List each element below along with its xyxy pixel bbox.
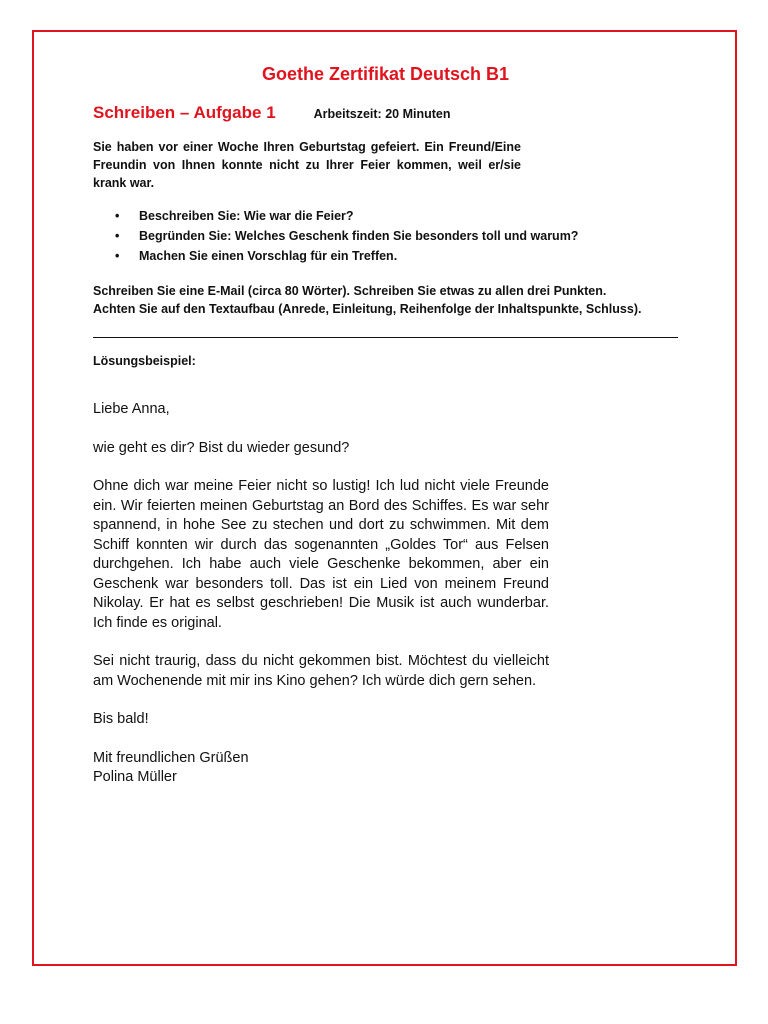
task-bullet-text: Machen Sie einen Vorschlag für ein Treffen. <box>139 249 398 263</box>
letter-paragraph: Sei nicht traurig, dass du nicht gekommen bist. Möchtest du vielleicht am Wochenende mit mir ins Kino gehen? Ich würde dich gern sehen. <box>93 653 549 689</box>
solution-label: Lösungsbeispiel: <box>93 354 196 368</box>
instructions-line: Achten Sie auf den Textaufbau (Anrede, Einleitung, Reihenfolge der Inhaltspunkte, Schluss). <box>93 302 642 316</box>
task-bullet-item <box>93 226 678 246</box>
bullet-dot-icon: • <box>115 209 120 223</box>
bullet-dot-icon: • <box>115 249 120 263</box>
time-limit-label: Arbeitszeit: 20 Minuten <box>313 107 451 121</box>
task-bullet-text: Beschreiben Sie: Wie war die Feier? <box>139 209 354 223</box>
letter-paragraph: Ohne dich war meine Feier nicht so lustig! Ich lud nicht viele Freunde ein. Wir feierten meinen Geburtstag an Bord des Schiffes. Es war sehr spannend, in hohe See zu stechen und dort zu schwimmen. Mit dem Schiff konnten wir durch das sogenannten „Goldes Tor“ aus Felsen durchgehen. Ich habe auch viele Geschenke bekommen, aber ein Geschenk war besonders toll. Das ist ein Lied von meinem Freund Nikolay. Er hat es selbst geschrieben! Die Musik ist auch wunderbar. Ich finde es original. <box>93 478 549 631</box>
document-content <box>93 62 678 788</box>
task-bullet-item <box>93 206 678 226</box>
page-title: Goethe Zertifikat Deutsch B1 <box>261 64 510 84</box>
task-instructions <box>93 282 678 318</box>
sample-letter <box>93 400 549 788</box>
instructions-line: Schreiben Sie eine E-Mail (circa 80 Wörter). Schreiben Sie etwas zu allen drei Punkten. <box>93 284 607 298</box>
bullet-dot-icon: • <box>115 229 120 243</box>
task-bullet-list <box>93 206 678 266</box>
task-title: Schreiben – Aufgabe 1 <box>93 103 276 122</box>
task-header <box>93 102 678 124</box>
letter-signature: Polina Müller <box>93 769 177 785</box>
task-bullet-item <box>93 246 678 266</box>
letter-farewell: Bis bald! <box>93 711 149 727</box>
letter-opening: wie geht es dir? Bist du wieder gesund? <box>93 439 350 456</box>
task-intro: Sie haben vor einer Woche Ihren Geburtstag gefeiert. Ein Freund/Eine Freundin von Ihnen konnte nicht zu Ihrer Feier kommen, weil er/sie krank war. <box>93 140 521 190</box>
letter-greeting: Liebe Anna, <box>93 401 170 417</box>
letter-closing: Mit freundlichen Grüßen <box>93 749 249 766</box>
section-divider <box>93 337 678 338</box>
task-bullet-text: Begründen Sie: Welches Geschenk finden Sie besonders toll und warum? <box>139 229 579 243</box>
